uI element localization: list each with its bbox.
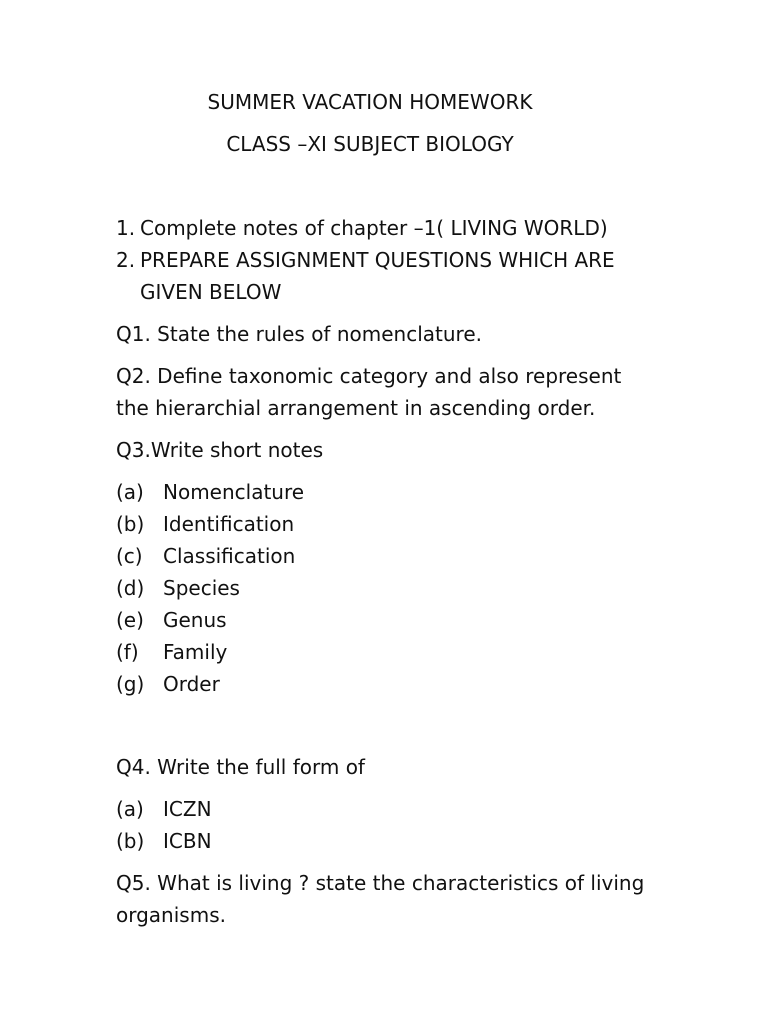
list-item-label: (b): [116, 512, 145, 536]
question-5-line-1: Q5. What is living ? state the characteristics of living: [116, 871, 645, 895]
question-1: Q1. State the rules of nomenclature.: [116, 322, 482, 346]
question-3: Q3.Write short notes: [116, 438, 324, 462]
list-item-text: Family: [163, 640, 228, 664]
list-item-text: Order: [163, 672, 220, 696]
list-item-label: (g): [116, 672, 145, 696]
task-text: Complete notes of chapter –1( LIVING WORLD): [140, 216, 608, 240]
list-item-text: ICZN: [163, 797, 212, 821]
list-item-text: Genus: [163, 608, 227, 632]
list-item-text: Species: [163, 576, 240, 600]
question-2-line-2: the hierarchial arrangement in ascending order.: [116, 396, 596, 420]
page-title: SUMMER VACATION HOMEWORK: [207, 90, 533, 114]
list-item-label: (f): [116, 640, 139, 664]
list-item-text: Nomenclature: [163, 480, 305, 504]
question-2-line-1: Q2. Define taxonomic category and also represent: [116, 364, 622, 388]
page-subtitle: CLASS –XI SUBJECT BIOLOGY: [226, 132, 514, 156]
list-item-text: ICBN: [163, 829, 212, 853]
list-item-label: (c): [116, 544, 143, 568]
task-number: 2.: [116, 248, 136, 272]
task-text: PREPARE ASSIGNMENT QUESTIONS WHICH ARE: [140, 248, 615, 272]
list-item-label: (b): [116, 829, 145, 853]
task-text-continued: GIVEN BELOW: [140, 280, 282, 304]
question-5-line-2: organisms.: [116, 903, 226, 927]
list-item-label: (a): [116, 797, 144, 821]
question-4: Q4. Write the full form of: [116, 755, 365, 779]
list-item-text: Classification: [163, 544, 296, 568]
task-number: 1.: [116, 216, 136, 240]
list-item-label: (e): [116, 608, 144, 632]
list-item-text: Identification: [163, 512, 295, 536]
list-item-label: (a): [116, 480, 144, 504]
list-item-label: (d): [116, 576, 145, 600]
